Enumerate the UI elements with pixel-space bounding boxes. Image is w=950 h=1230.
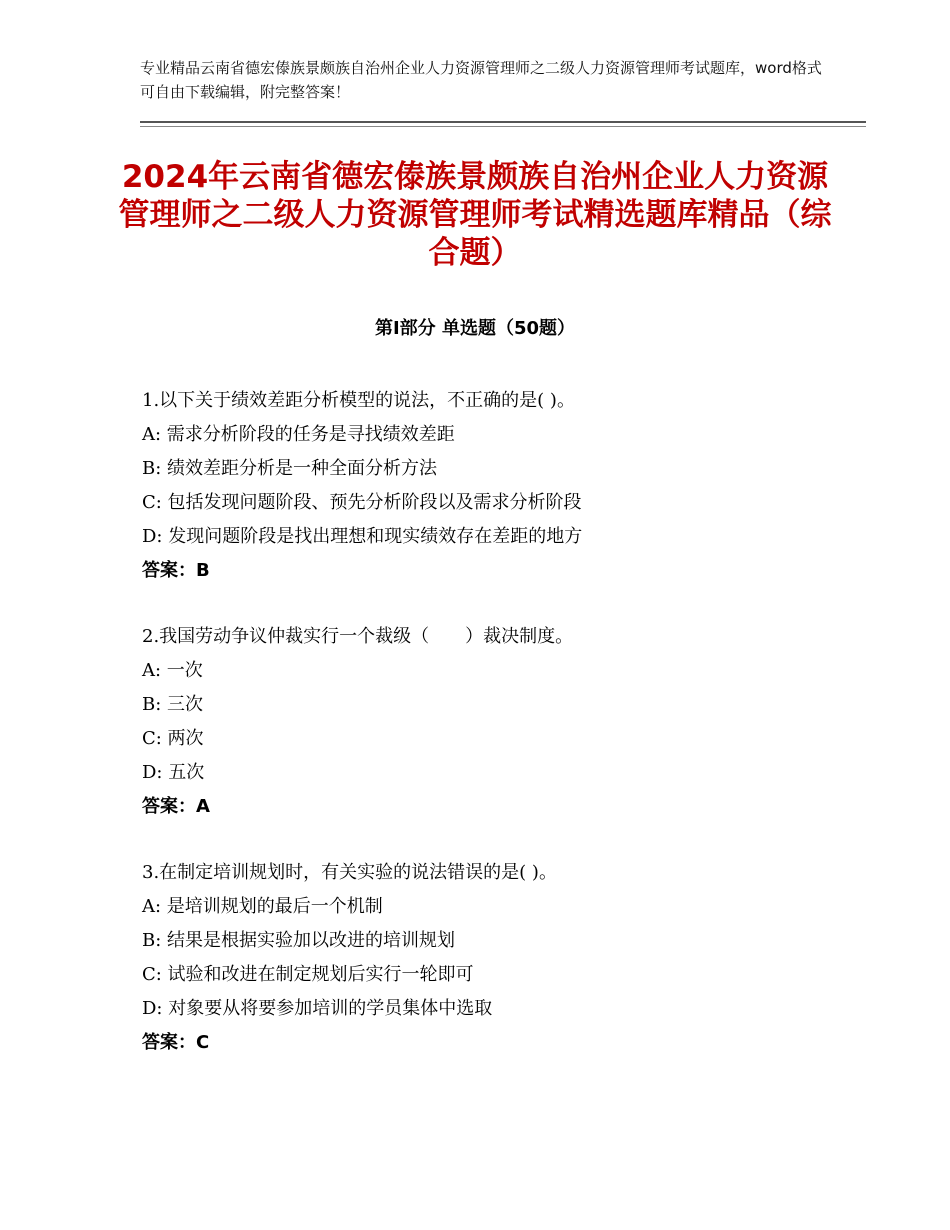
option-b: B: 绩效差距分析是一种全面分析方法 bbox=[142, 458, 438, 479]
question-stem: 1.以下关于绩效差距分析模型的说法，不正确的是( )。 bbox=[142, 390, 575, 411]
answer: 答案：C bbox=[142, 1032, 210, 1053]
header-divider-thin bbox=[140, 126, 866, 127]
option-b: B: 结果是根据实验加以改进的培训规划 bbox=[142, 930, 456, 951]
option-d: D: 发现问题阶段是找出理想和现实绩效存在差距的地方 bbox=[142, 526, 583, 547]
header-note: 专业精品云南省德宏傣族景颇族自治州企业人力资源管理师之二级人力资源管理师考试题库，word格式可自由下载编辑，附完整答案！ bbox=[140, 59, 822, 101]
question-stem: 3.在制定培训规划时，有关实验的说法错误的是( )。 bbox=[142, 862, 557, 883]
section-heading: 第Ⅰ部分 单选题（50题） bbox=[374, 318, 575, 339]
option-a: A: 是培训规划的最后一个机制 bbox=[142, 896, 383, 917]
document-title: 2024年云南省德宏傣族景颇族自治州企业人力资源管理师之二级人力资源管理师考试精选题库精品（综合题） bbox=[118, 159, 832, 271]
answer: 答案：B bbox=[142, 560, 210, 581]
option-c: C: 两次 bbox=[142, 728, 204, 749]
option-d: D: 对象要从将要参加培训的学员集体中选取 bbox=[142, 998, 493, 1019]
option-c: C: 试验和改进在制定规划后实行一轮即可 bbox=[142, 964, 474, 985]
question-2 bbox=[142, 620, 862, 824]
question-stem: 2.我国劳动争议仲裁实行一个裁级（ ）裁决制度。 bbox=[142, 626, 574, 647]
option-b: B: 三次 bbox=[142, 694, 204, 715]
question-1 bbox=[142, 384, 862, 588]
option-c: C: 包括发现问题阶段、预先分析阶段以及需求分析阶段 bbox=[142, 492, 582, 513]
question-3 bbox=[142, 856, 862, 1060]
option-d: D: 五次 bbox=[142, 762, 205, 783]
header-divider bbox=[140, 121, 866, 123]
answer: 答案：A bbox=[142, 796, 210, 817]
option-a: A: 一次 bbox=[142, 660, 203, 681]
option-a: A: 需求分析阶段的任务是寻找绩效差距 bbox=[142, 424, 455, 445]
question-list bbox=[142, 384, 862, 1092]
